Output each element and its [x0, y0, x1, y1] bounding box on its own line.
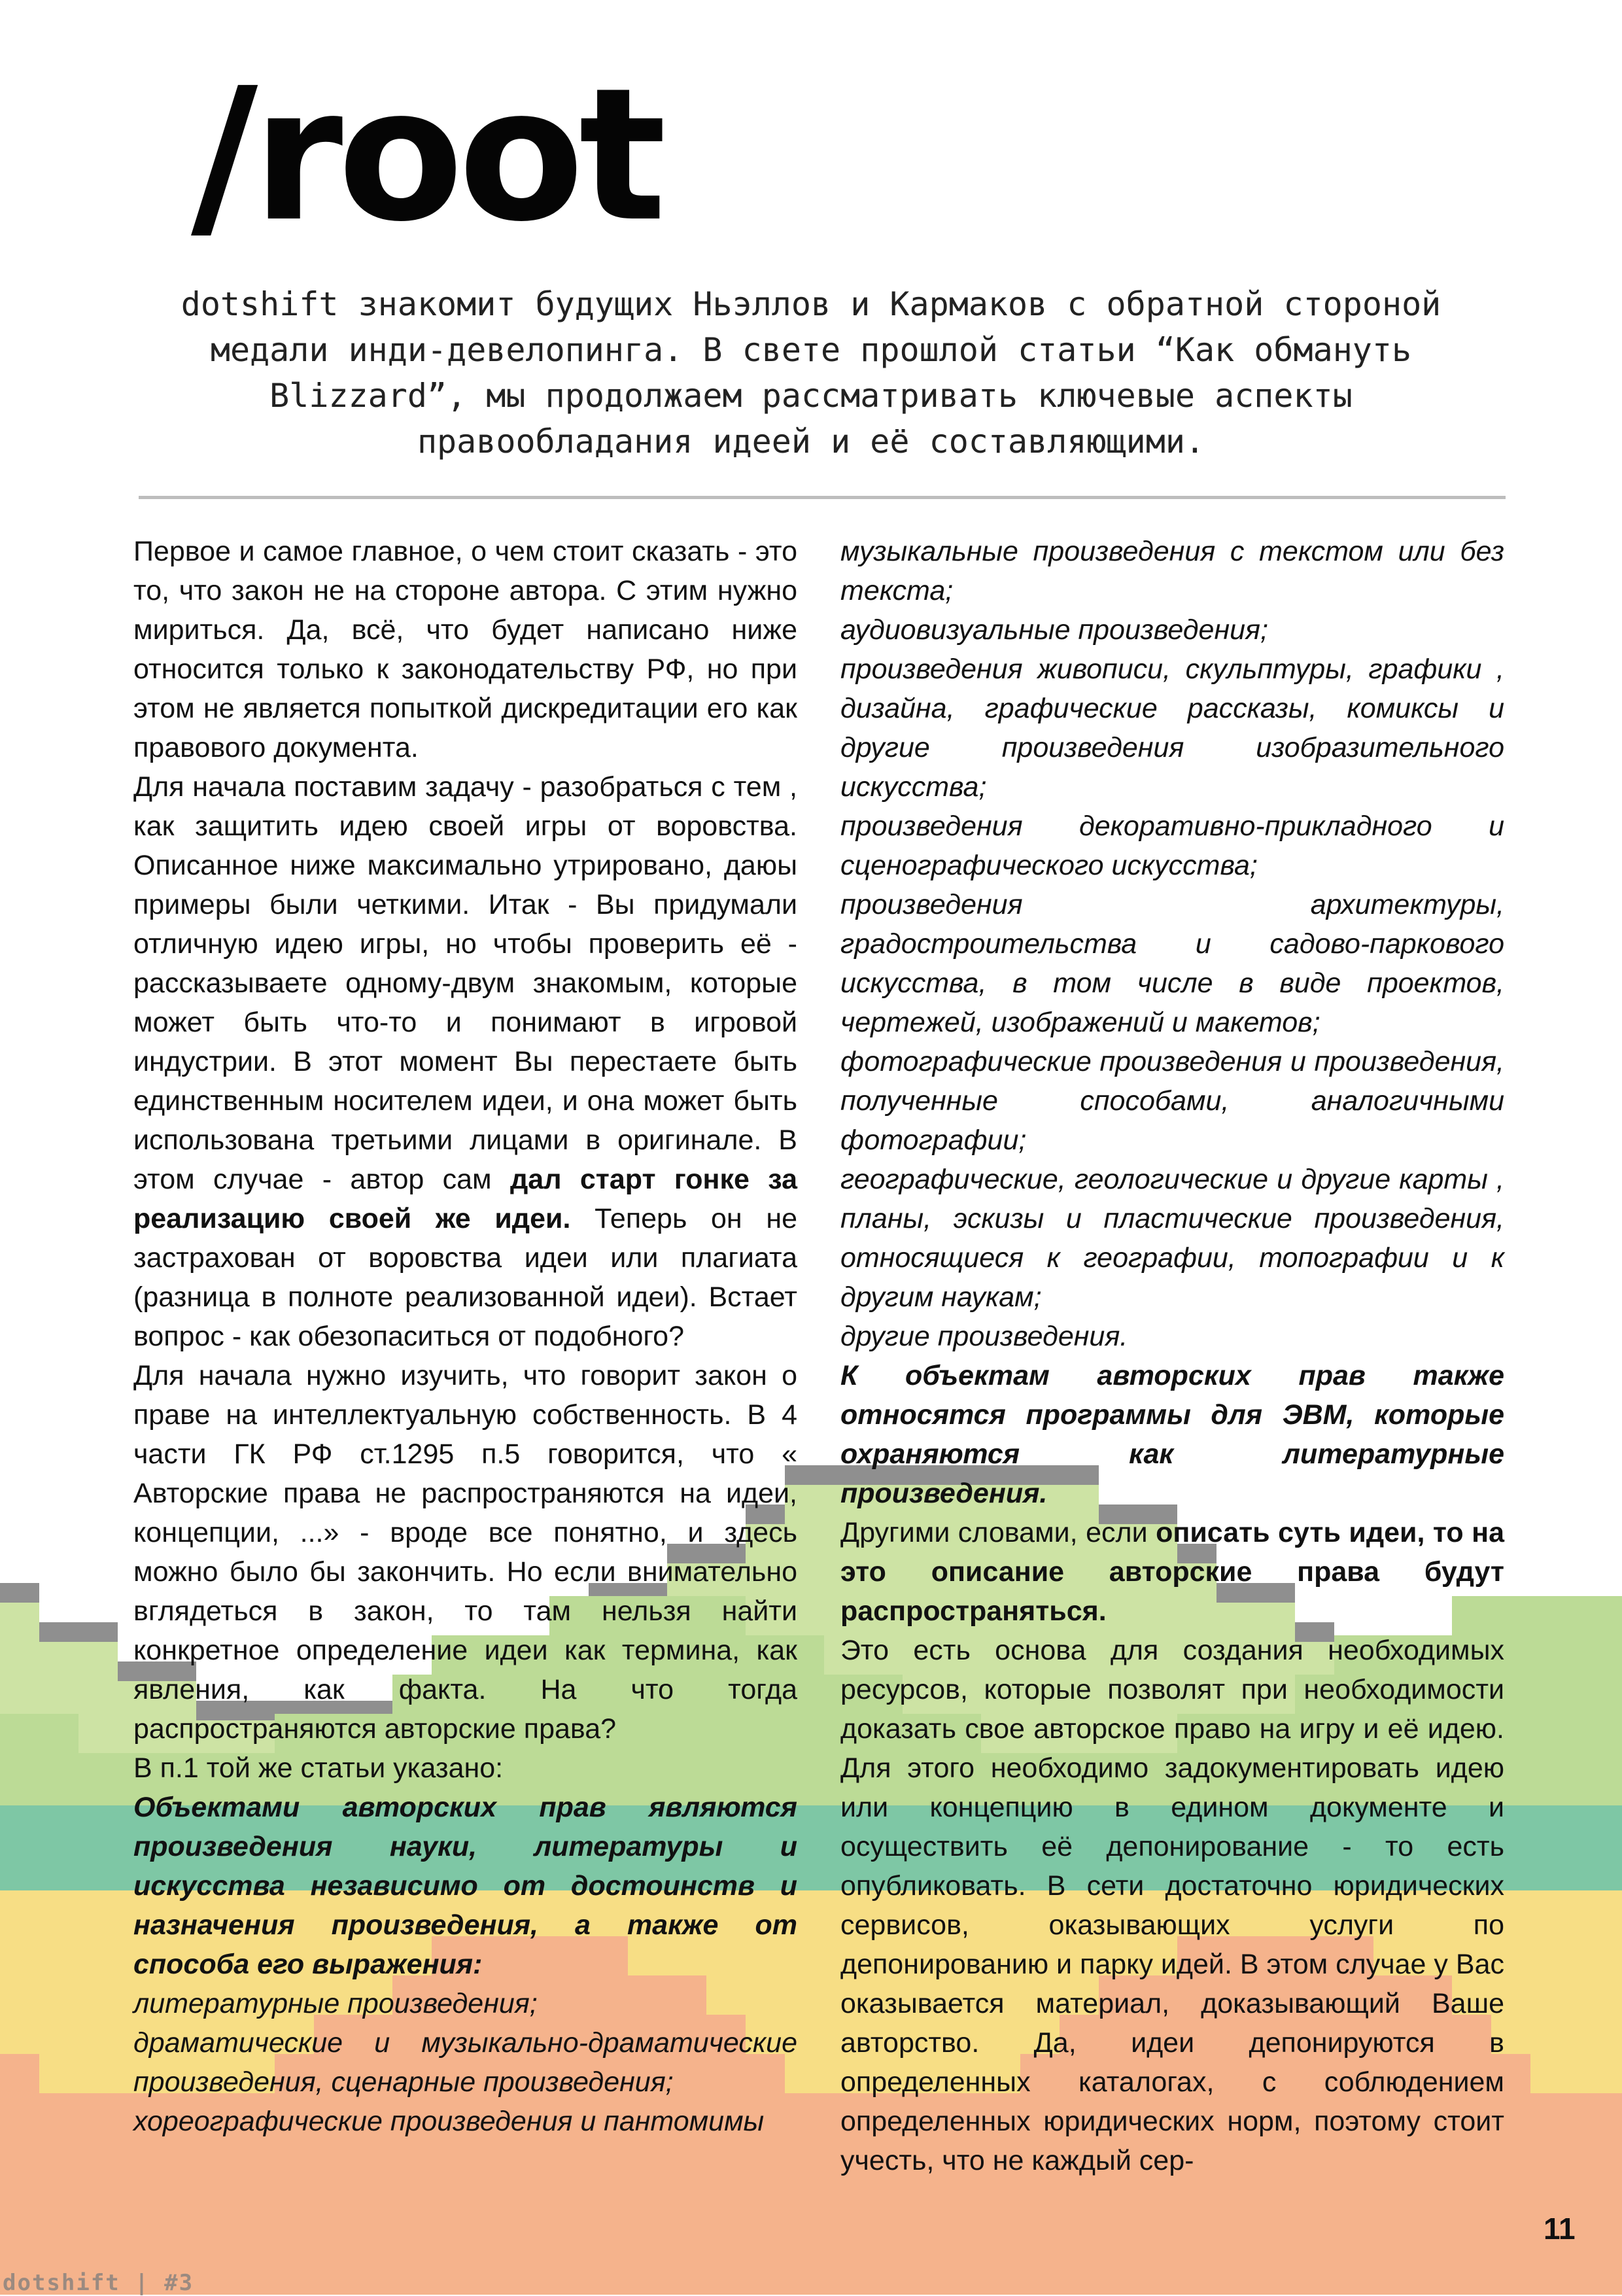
emphasis-text: дал старт гонке за реализацию своей же идеи.: [133, 1164, 797, 1234]
law-quote: К объектам авторских прав также относятся программы для ЭВМ, которые охраняются как литературные произведения.: [840, 1360, 1504, 1509]
emphasis-text: описать суть идеи, то на это описание авторские права будут распространяться.: [840, 1517, 1504, 1627]
paragraph: В п.1 той же статьи указано:: [133, 1752, 504, 1784]
paragraph-text: Другими словами, если: [840, 1517, 1148, 1548]
paragraph: [133, 767, 797, 1356]
list-item: аудиовизуальные произведения;: [840, 614, 1268, 646]
list-item: географические, геологические и другие карты , планы, эскизы и пластические произведения, относящиеся к географии, топографии и к другим наукам;: [840, 1164, 1504, 1313]
left-column: [133, 532, 797, 2141]
paragraph: Это есть основа для создания необходимых ресурсов, которые позволят при необходимости доказать свое авторское право на игру и её идею. Для этого необходимо задокументировать идею или концепцию в едином документе и осуществить её депонирование - то есть опубликовать. В сети достаточно юридических сервисов, оказывающих услуги по депонированию и парку идей. В этом случае у Вас оказывается материал, доказывающий Ваше авторство. Да, идеи депонируются в определенных каталогах, с соблюдением определенных юридических норм, поэтому стоит учесть, что не каждый сер-: [840, 1635, 1504, 2176]
list-item: музыкальные произведения с текстом или без текста;: [840, 536, 1504, 606]
paragraph: Первое и самое главное, о чем стоит сказать - это то, что закон не на стороне автора. С этим нужно мириться. Да, всё, что будет написано ниже относится только к законодательству РФ, но при этом не является попыткой дискредитации его как правового документа.: [133, 536, 797, 763]
paragraph: Для начала нужно изучить, что говорит закон о праве на интеллектуальную собственность. В 4 части ГК РФ ст.1295 п.5 говорится, что « Авторские права не распространяются на идеи, концепции, ...» - вроде все понятно, и здесь можно было бы закончить. Но если внимательно вглядеться в закон, то там нельзя найти конкретное определение идеи как термина, как явления, как факта. На что тогда распространяются авторские права?: [133, 1360, 797, 1745]
page-number: 11: [1544, 2212, 1576, 2246]
footer-brand: dotshift | #3: [3, 2270, 194, 2296]
list-item: произведения архитектуры, градостроительства и садово-паркового искусства, в том числе в виде проектов, чертежей, изображений и макетов;: [840, 889, 1504, 1038]
law-quote: Объектами авторских прав являются произведения науки, литературы и искусства независимо от достоинств и назначения произведения, а также от способа его выражения:: [133, 1792, 797, 1980]
paragraph-text: Теперь он не застрахован от воровства идеи или плагиата (разница в полноте реализованной идеи). Встает вопрос - как обезопаситься от подобного?: [133, 1203, 798, 1352]
paragraph-text: Для начала поставим задачу - разобраться с тем , как защитить идею своей игры от воровства. Описанное ниже максимально утрировано, даюы примеры были четкими. Итак - Вы придумали отличную идею игры, но чтобы проверить её - рассказываете одному-двум знакомым, которые может быть что-то и понимают в игровой индустрии. В этот момент Вы перестаете быть единственным носителем идеи, и она может быть использована третьими лицами в оригинале. В этом случае - автор сам: [133, 771, 797, 1195]
list-item: фотографические произведения и произведения, полученные способами, аналогичными фотографии;: [840, 1046, 1504, 1156]
list-item: произведения декоративно-прикладного и сценографического искусства;: [840, 810, 1504, 881]
page-title: /root: [191, 49, 661, 262]
intro-lead: dotshift знакомит будущих Ньэллов и Кармаков с обратной стороной медали инди-девелопинга. В свете прошлой статьи “Как обмануть Blizzard”, мы продолжаем рассматривать ключевые аспекты правообладания идеей и её составляющими.: [181, 285, 1441, 461]
list-item: драматические и музыкально-драматические произведения, сценарные произведения;: [133, 2027, 797, 2098]
divider: [139, 496, 1506, 499]
list-item: другие произведения.: [840, 1321, 1128, 1352]
list-item: произведения живописи, скульптуры, графики , дизайна, графические рассказы, комиксы и другие произведения изобразительного искусства;: [840, 653, 1504, 803]
list-item: литературные произведения;: [133, 1988, 538, 2019]
paragraph: [840, 1513, 1504, 1631]
list-item: хореографические произведения и пантомимы: [133, 2106, 765, 2137]
right-column: [840, 532, 1504, 2180]
